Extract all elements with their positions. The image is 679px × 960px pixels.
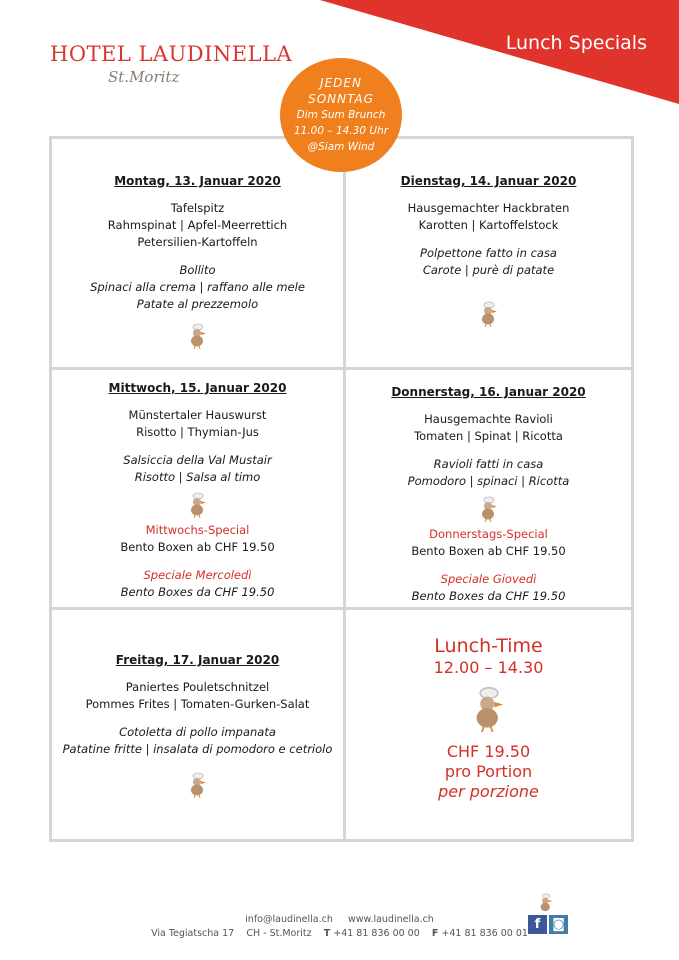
dish-line-italian: Salsiccia della Val Mustair xyxy=(123,453,272,467)
dish-line: Paniertes Pouletschnitzel xyxy=(125,680,270,694)
chef-bird-icon xyxy=(479,496,499,522)
special-text: Bento Boxen ab CHF 19.50 xyxy=(411,544,566,558)
badge-line: SONNTAG xyxy=(308,92,374,106)
facebook-icon[interactable]: f xyxy=(528,915,547,934)
special-title-italian: Speciale Giovedì xyxy=(440,572,537,586)
dish-line: Hausgemachte Ravioli xyxy=(424,412,553,426)
footer-phone: +41 81 836 00 00 xyxy=(333,928,420,939)
dish-line-italian: Spinaci alla crema | raffano alle mele xyxy=(90,280,305,294)
hotel-name: HOTEL LAUDINELLA xyxy=(50,42,293,66)
footer-address-line xyxy=(0,928,679,939)
lunch-time-cell xyxy=(346,610,631,839)
footer-email[interactable]: info@laudinella.ch xyxy=(245,914,333,925)
dish-line-italian: Pomodoro | spinaci | Ricotta xyxy=(407,474,570,488)
day-heading: Dienstag, 14. Januar 2020 xyxy=(400,174,577,188)
day-heading: Freitag, 17. Januar 2020 xyxy=(115,653,280,667)
chef-bird-icon xyxy=(471,686,507,732)
dish-line: Risotto | Thymian-Jus xyxy=(136,425,259,439)
instagram-icon[interactable]: ◙ xyxy=(549,915,568,934)
dish-line: Tomaten | Spinat | Ricotta xyxy=(414,429,563,443)
menu-cell-monday xyxy=(52,139,343,367)
day-heading: Donnerstag, 16. Januar 2020 xyxy=(391,385,586,399)
dish-line: Tafelspitz xyxy=(170,201,225,215)
day-heading: Montag, 13. Januar 2020 xyxy=(114,174,281,188)
chef-bird-icon xyxy=(188,323,208,349)
chef-bird-icon xyxy=(538,893,554,913)
lunch-title: Lunch-Time xyxy=(434,635,543,657)
dish-line: Petersilien-Kartoffeln xyxy=(137,235,258,249)
menu-grid xyxy=(49,136,634,842)
hotel-logo xyxy=(50,42,292,86)
dish-line: Hausgemachter Hackbraten xyxy=(407,201,570,215)
special-title: Donnerstags-Special xyxy=(429,527,548,541)
chef-bird-icon xyxy=(188,772,208,798)
dish-line: Münstertaler Hauswurst xyxy=(128,408,267,422)
dish-line-italian: Ravioli fatti in casa xyxy=(433,457,544,471)
special-text: Bento Boxen ab CHF 19.50 xyxy=(120,540,275,554)
special-title: Mittwochs-Special xyxy=(145,523,250,537)
dish-line-italian: Polpettone fatto in casa xyxy=(420,246,557,260)
dish-line-italian: Risotto | Salsa al timo xyxy=(134,470,261,484)
menu-cell-tuesday xyxy=(346,139,631,367)
badge-line: Dim Sum Brunch xyxy=(296,109,386,121)
footer-fax: +41 81 836 00 01 xyxy=(441,928,528,939)
footer-website[interactable]: www.laudinella.ch xyxy=(347,914,434,925)
badge-line: JEDEN xyxy=(320,76,362,90)
badge-line: @Siam Wind xyxy=(307,141,375,153)
social-links xyxy=(528,893,568,934)
footer-city: CH - St.Moritz xyxy=(246,928,312,939)
menu-cell-thursday xyxy=(346,370,631,607)
dish-line: Rahmspinat | Apfel-Meerrettich xyxy=(107,218,288,232)
dish-line: Karotten | Kartoffelstock xyxy=(418,218,559,232)
dish-line-italian: Patatine fritte | insalata di pomodoro e cetriolo xyxy=(62,742,333,756)
dish-line-italian: Cotoletta di pollo impanata xyxy=(119,725,276,739)
dish-line-italian: Bollito xyxy=(179,263,216,277)
lunch-price: CHF 19.50 xyxy=(446,742,531,761)
lunch-hours: 12.00 – 14.30 xyxy=(433,658,544,677)
lunch-portion-italian: per porzione xyxy=(438,782,539,801)
footer-street: Via Tegiatscha 17 xyxy=(151,928,235,939)
footer-phone-label: T xyxy=(323,928,331,939)
dish-line-italian: Carote | purè di patate xyxy=(422,263,555,277)
lunch-portion: pro Portion xyxy=(444,762,533,781)
hotel-location: St.Moritz xyxy=(108,68,180,86)
chef-bird-icon xyxy=(479,301,499,327)
menu-cell-friday xyxy=(52,610,343,839)
special-text-italian: Bento Boxes da CHF 19.50 xyxy=(411,589,566,603)
special-text-italian: Bento Boxes da CHF 19.50 xyxy=(120,585,275,599)
footer-fax-label: F xyxy=(431,928,439,939)
sunday-brunch-badge xyxy=(280,58,402,172)
menu-cell-wednesday xyxy=(52,370,343,607)
chef-bird-icon xyxy=(188,492,208,518)
badge-line: 11.00 – 14.30 Uhr xyxy=(293,125,389,137)
dish-line-italian: Patate al prezzemolo xyxy=(136,297,259,311)
day-heading: Mittwoch, 15. Januar 2020 xyxy=(108,381,287,395)
page-title: Lunch Specials xyxy=(505,32,647,54)
special-title-italian: Speciale Mercoledì xyxy=(143,568,252,582)
footer-contact-line xyxy=(0,914,679,925)
dish-line: Pommes Frites | Tomaten-Gurken-Salat xyxy=(85,697,310,711)
